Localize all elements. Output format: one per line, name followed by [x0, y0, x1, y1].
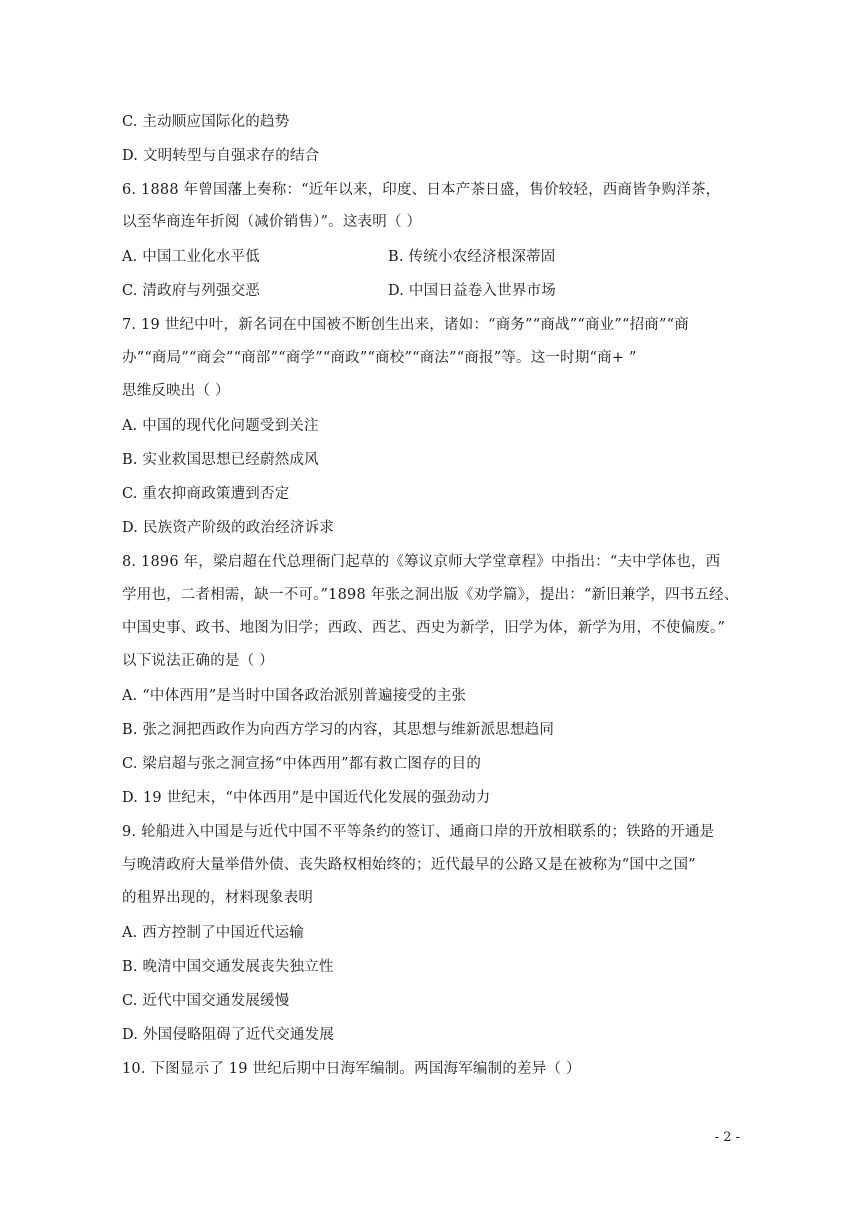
q10-stem-line1: 10. 下图显示了 19 世纪后期中日海军编制。两国海军编制的差异（ ）: [122, 1061, 581, 1077]
q6-stem-line2: 以至华商连年折阅（减价销售）”。这表明（ ）: [122, 214, 422, 230]
q8-stem-line4: 以下说法正确的是（ ）: [122, 653, 274, 669]
page-number: - 2 -: [714, 1130, 740, 1145]
q9-stem-line3: 的租界出现的，材料现象表明: [122, 890, 314, 906]
q7-option-c: C. 重农抑商政策遭到否定: [122, 486, 290, 502]
q5-option-d: D. 文明转型与自强求存的结合: [122, 148, 320, 164]
q6-option-b: B. 传统小农经济根深蒂固: [388, 249, 556, 265]
q9-option-b: B. 晚清中国交通发展丧失独立性: [122, 959, 334, 975]
q8-option-c: C. 梁启超与张之洞宣扬“中体西用”都有救亡图存的目的: [122, 756, 482, 772]
q6-option-c: C. 清政府与列强交恶: [122, 283, 260, 299]
q7-stem-line2: 办”“商局”“商会”“商部”“商学”“商政”“商校”“商法”“商报”等。这一时期“商+ ”: [122, 350, 637, 366]
q6-option-a: A. 中国工业化水平低: [122, 249, 260, 265]
q8-stem-line2: 学用也，二者相需，缺一不可。”1898 年张之洞出版《劝学篇》，提出：“新旧兼学，四书五经、: [122, 587, 739, 603]
q8-option-d: D. 19 世纪末，“中体西用”是中国近代化发展的强劲动力: [122, 790, 491, 806]
q6-option-d: D. 中国日益卷入世界市场: [388, 283, 556, 299]
q7-option-a: A. 中国的现代化问题受到关注: [122, 418, 319, 434]
q9-stem-line1: 9. 轮船进入中国是与近代中国不平等条约的签订、通商口岸的开放相联系的；铁路的开通是: [122, 824, 715, 840]
q8-option-b: B. 张之洞把西政作为向西方学习的内容，其思想与维新派思想趋同: [122, 722, 555, 738]
q7-stem-line1: 7. 19 世纪中叶，新名词在中国被不断创生出来，诸如：“商务”“商战”“商业”“招商”“商: [122, 317, 689, 333]
q5-option-c: C. 主动顺应国际化的趋势: [122, 114, 290, 130]
q8-option-a: A. “中体西用”是当时中国各政治派别普遍接受的主张: [122, 688, 467, 704]
q9-stem-line2: 与晚清政府大量举借外债、丧失路权相始终的；近代最早的公路又是在被称为“国中之国”: [122, 857, 696, 873]
q9-option-d: D. 外国侵略阻碍了近代交通发展: [122, 1027, 335, 1043]
q8-stem-line1: 8. 1896 年，梁启超在代总理衙门起草的《筹议京师大学堂章程》中指出：“夫中学体也，西: [122, 554, 721, 570]
q7-option-b: B. 实业救国思想已经蔚然成风: [122, 452, 319, 468]
q7-option-d: D. 民族资产阶级的政治经济诉求: [122, 520, 335, 536]
q8-stem-line3: 中国史事、政书、地图为旧学；西政、西艺、西史为新学，旧学为体，新学为用，不使偏废。”: [122, 620, 726, 636]
q6-stem-line1: 6. 1888 年曾国藩上奏称：“近年以来，印度、日本产茶日盛，售价较轻，西商皆争购洋茶，: [122, 182, 721, 198]
q9-option-c: C. 近代中国交通发展缓慢: [122, 993, 290, 1009]
q9-option-a: A. 西方控制了中国近代运输: [122, 925, 304, 941]
q7-stem-line3: 思维反映出（ ）: [122, 383, 230, 399]
